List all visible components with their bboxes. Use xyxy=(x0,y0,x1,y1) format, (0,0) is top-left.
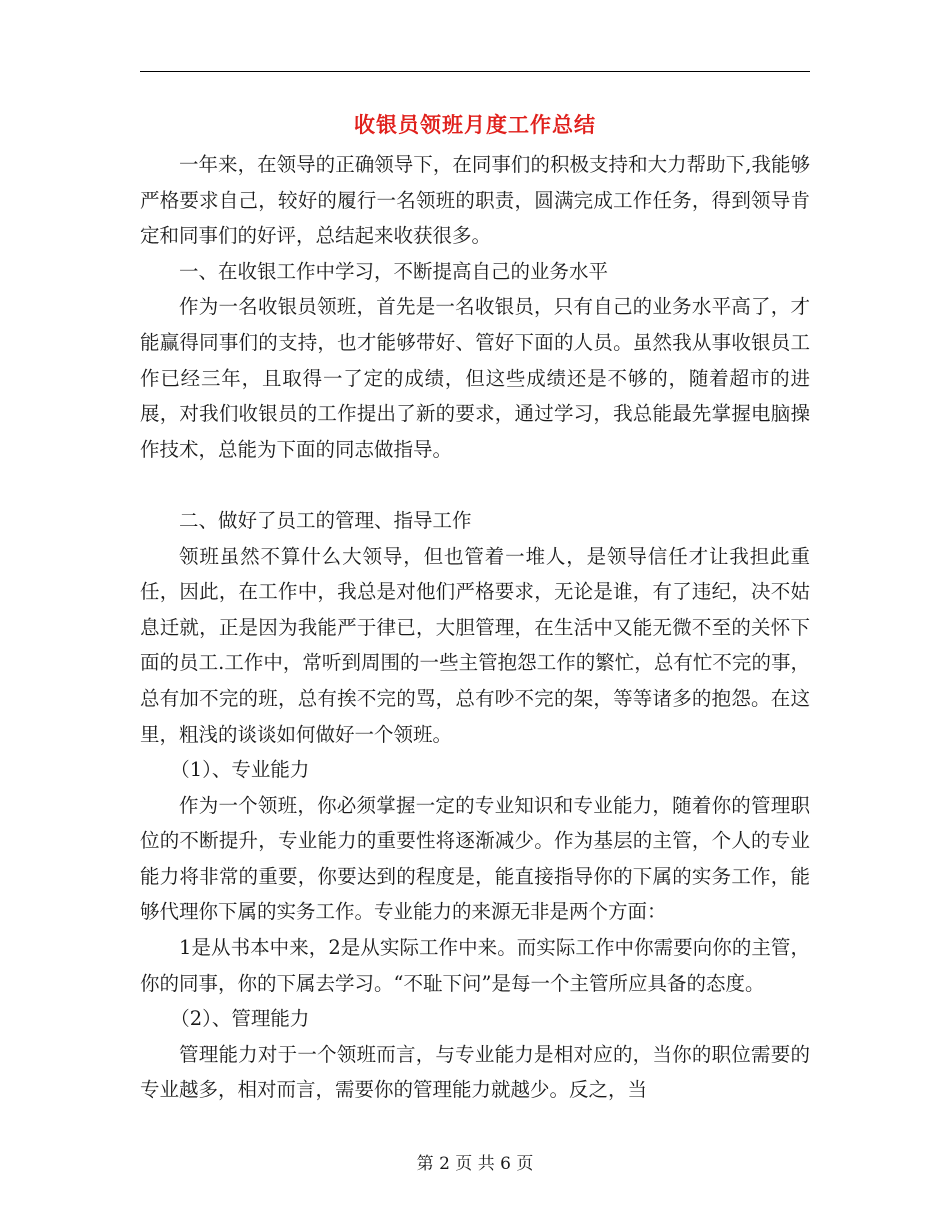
document-title: 收银员领班月度工作总结 xyxy=(354,112,596,137)
paragraph-management-ability: 管理能力对于一个领班而言，与专业能力是相对应的，当你的职位需要的专业越多，相对而言，需要你的管理能力就越少。反之，当 xyxy=(140,1042,810,1102)
blank-line xyxy=(140,467,810,503)
paragraph-section-1: 作为一名收银员领班，首先是一名收银员，只有自己的业务水平高了，才能赢得同事们的支持，也才能够带好、管好下面的人员。虽然我从事收银员工作已经三年，且取得一了定的成绩，但这些成绩还是不够的，随着超市的进展，对我们收银员的工作提出了新的要求，通过学习，我总能最先掌握电脑操作技术，总能为下面的同志做指导。 xyxy=(140,295,810,461)
subheading-management-ability: （2）、管理能力 xyxy=(170,1007,310,1031)
header-rule xyxy=(140,71,810,72)
document-body xyxy=(140,147,810,1108)
subheading-professional-ability: （1）、专业能力 xyxy=(170,758,310,782)
page-footer: 第 2 页 共 6 页 xyxy=(416,1154,534,1174)
section-heading-1: 一、在收银工作中学习，不断提高自己的业务水平 xyxy=(179,259,609,283)
section-heading-2: 二、做好了员工的管理、指导工作 xyxy=(179,508,472,532)
paragraph-section-2: 领班虽然不算什么大领导，但也管着一堆人，是领导信任才让我担此重任，因此，在工作中，我总是对他们严格要求，无论是谁，有了违纪，决不姑息迁就，正是因为我能严于律已，大胆管理，在生活中又能无微不至的关怀下面的员工.工作中，常听到周围的一些主管抱怨工作的繁忙，总有忙不完的事，总有加不完的班，总有挨不完的骂，总有吵不完的架，等等诸多的抱怨。在这里，粗浅的谈谈如何做好一个领班。 xyxy=(140,544,810,746)
paragraph-intro: 一年来，在领导的正确领导下，在同事们的积极支持和大力帮助下,我能够严格要求自己，较好的履行一名领班的职责，圆满完成工作任务，得到领导肯定和同事们的好评，总结起来收获很多。 xyxy=(140,153,810,248)
paragraph-professional-ability: 作为一个领班，你必须掌握一定的专业知识和专业能力，随着你的管理职位的不断提升，专业能力的重要性将逐渐减少。作为基层的主管，个人的专业能力将非常的重要，你要达到的程度是，能直接指导你的下属的实务工作，能够代理你下属的实务工作。专业能力的来源无非是两个方面： xyxy=(140,793,810,924)
paragraph-learning-sources: 1是从书本中来，2是从实际工作中来。而实际工作中你需要向你的主管，你的同事，你的下属去学习。“不耻下问”是每一个主管所应具备的态度。 xyxy=(140,936,810,995)
